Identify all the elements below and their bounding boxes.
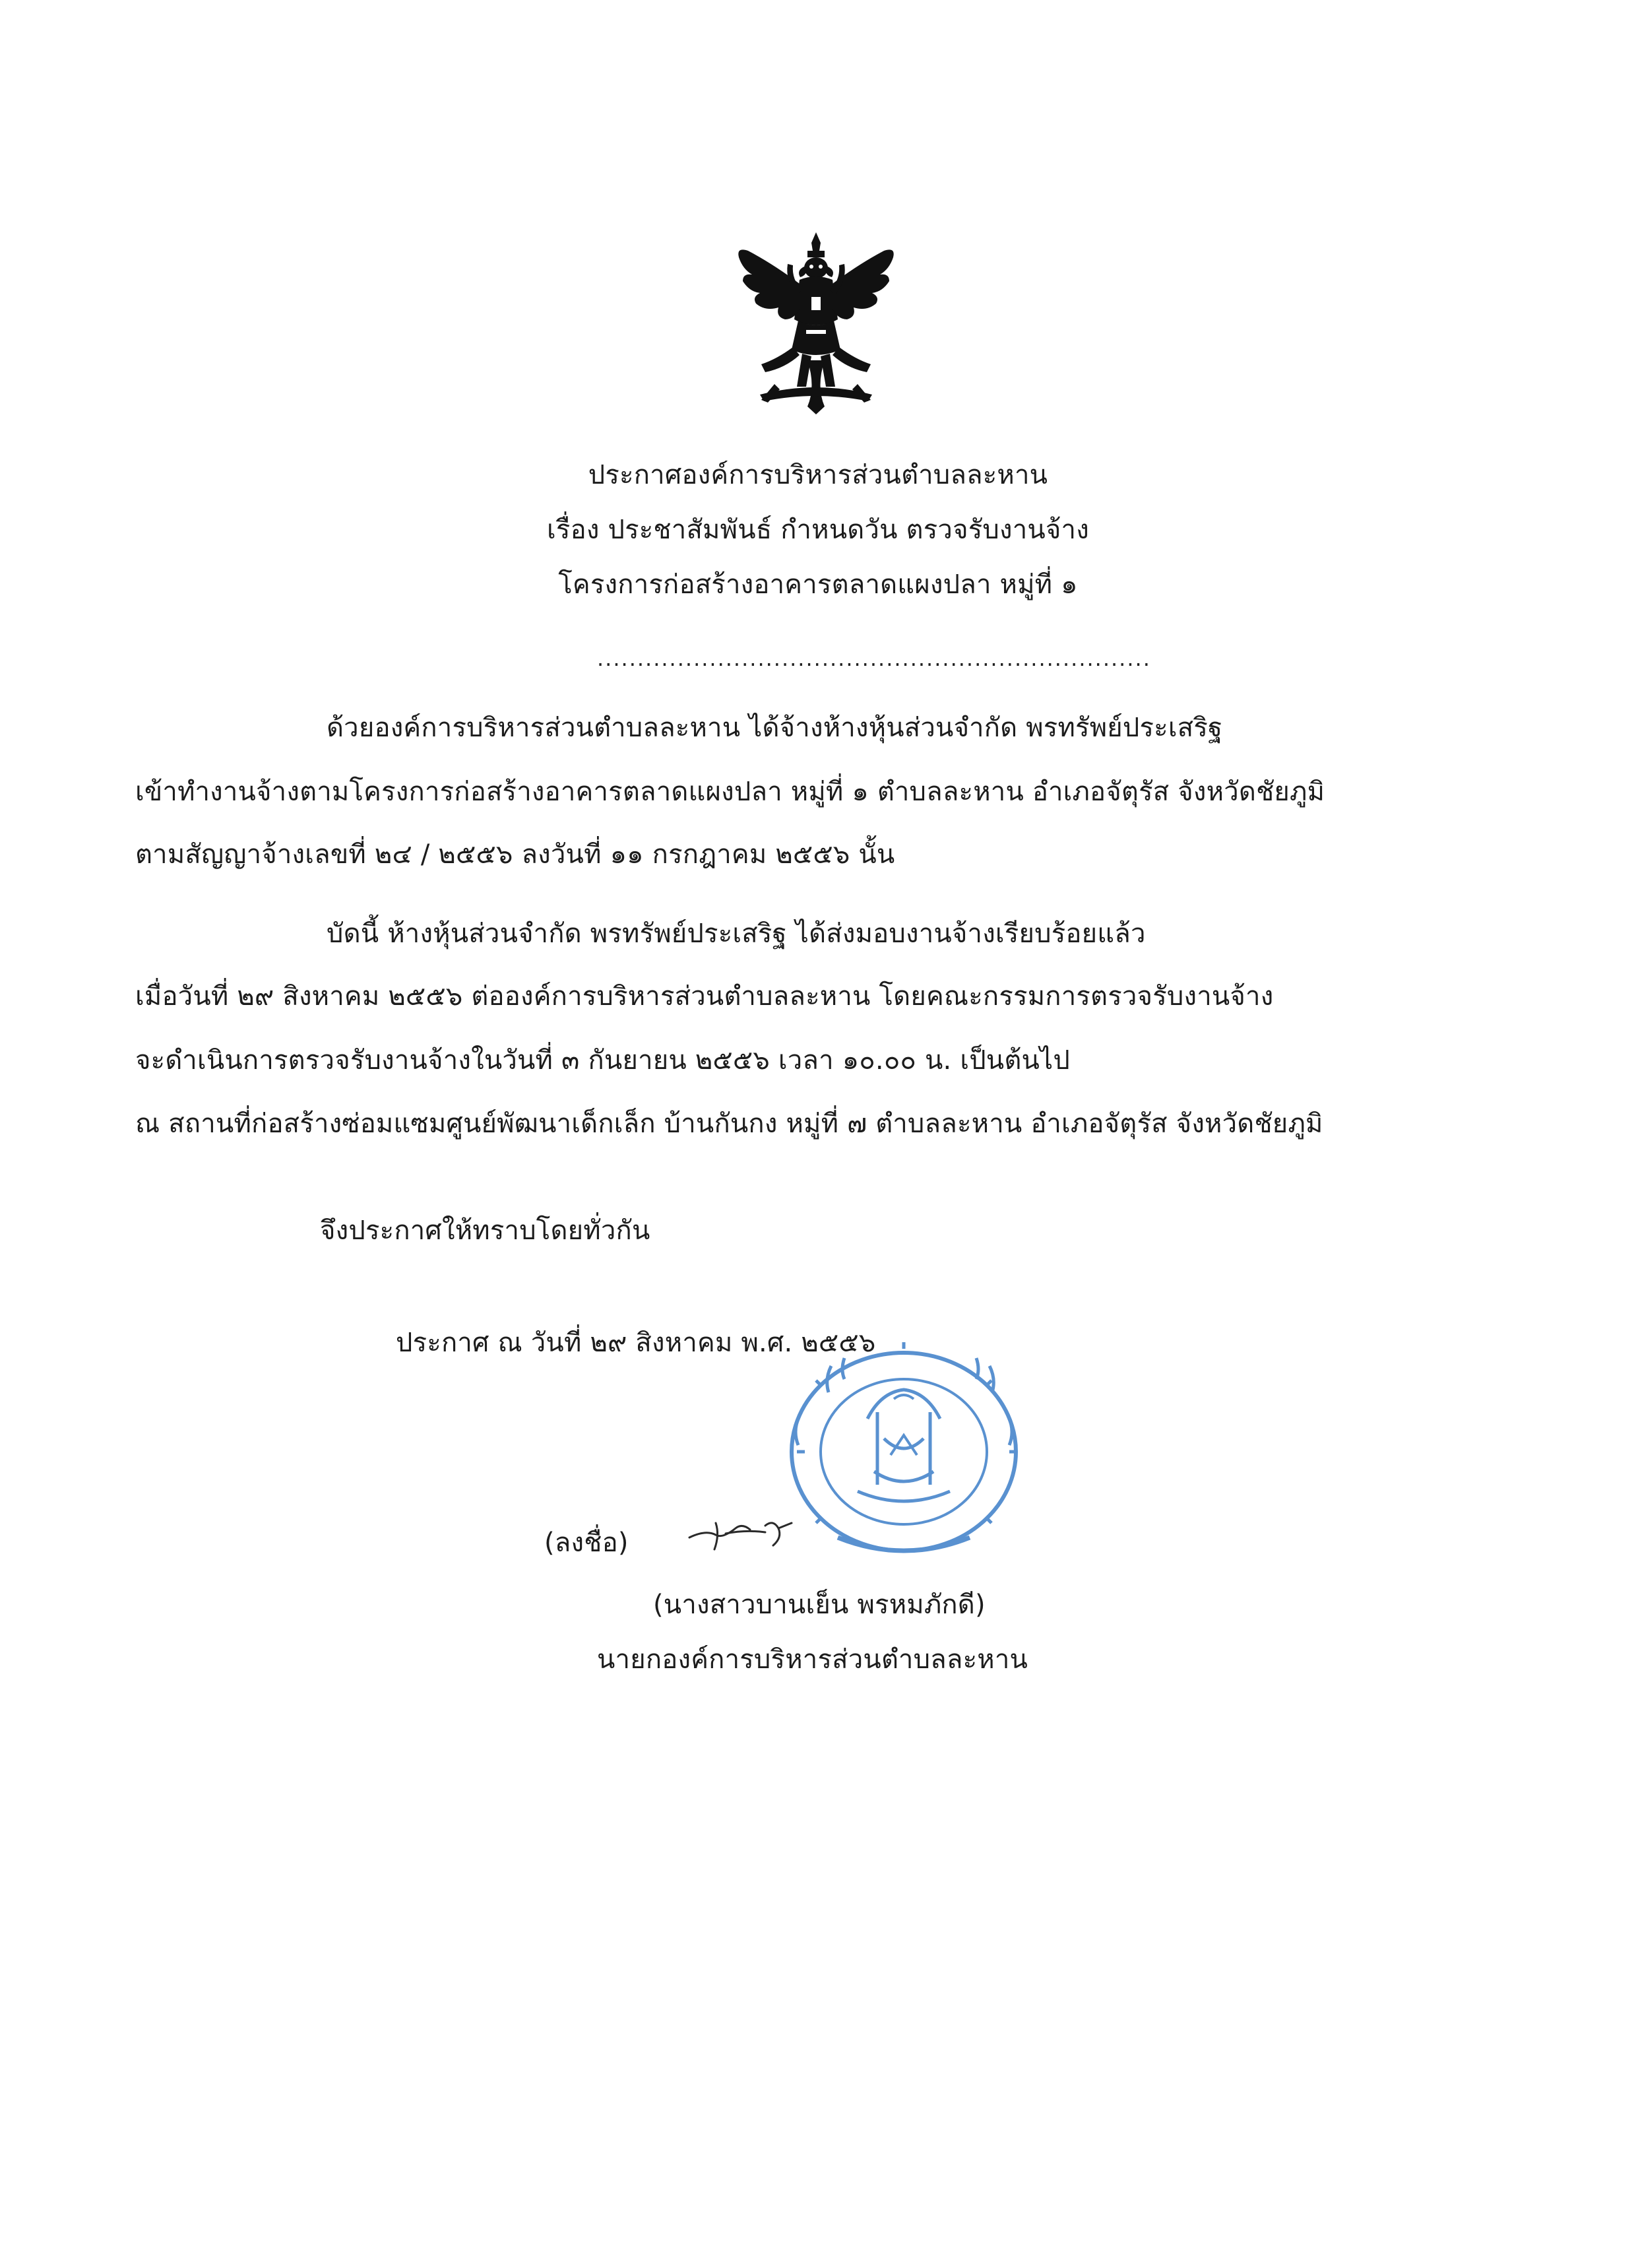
announcement-subject: เรื่อง ประชาสัมพันธ์ กำหนดวัน ตรวจรับงานจ้าง	[547, 515, 1089, 545]
para2-line3: จะดำเนินการตรวจรับงานจ้างในวันที่ ๓ กันยายน ๒๕๕๖ เวลา ๑๐.๐๐ น. เป็นต้นไป	[135, 1045, 1070, 1076]
para1-line3: ตามสัญญาจ้างเลขที่ ๒๔ / ๒๕๕๖ ลงวันที่ ๑๑ กรกฎาคม ๒๕๕๖ นั้น	[135, 839, 895, 870]
signatory-position: นายกองค์การบริหารส่วนตำบลละหาน	[597, 1644, 1028, 1675]
closing-statement: จึงประกาศให้ทราบโดยทั่วกัน	[320, 1215, 650, 1246]
para2-line1: บัดนี้ ห้างหุ้นส่วนจำกัด พรทรัพย์ประเสริฐ ได้ส่งมอบงานจ้างเรียบร้อยแล้ว	[327, 919, 1146, 949]
announcement-title: ประกาศองค์การบริหารส่วนตำบลละหาน	[588, 460, 1048, 490]
garuda-emblem	[734, 231, 898, 416]
para2-line2: เมื่อวันที่ ๒๙ สิงหาคม ๒๕๕๖ ต่อองค์การบริหารส่วนตำบลละหาน โดยคณะกรรมการตรวจรับงานจ้าง	[135, 981, 1274, 1012]
announcement-date: ประกาศ ณ วันที่ ๒๙ สิงหาคม พ.ศ. ๒๕๕๖	[396, 1328, 876, 1358]
header-separator: .....................................................................	[597, 646, 1151, 671]
para1-line2: เข้าทำงานจ้างตามโครงการก่อสร้างอาคารตลาดแผงปลา หมู่ที่ ๑ ตำบลละหาน อำเภอจัตุรัส จังหวัดชัยภูมิ	[135, 777, 1325, 807]
para2-line4: ณ สถานที่ก่อสร้างซ่อมแซมศูนย์พัฒนาเด็กเล็ก บ้านกันกง หมู่ที่ ๗ ตำบลละหาน อำเภอจัตุรัส จังหวัดชัยภูมิ	[135, 1109, 1323, 1139]
para1-line1: ด้วยองค์การบริหารส่วนตำบลละหาน ได้จ้างห้างหุ้นส่วนจำกัด พรทรัพย์ประเสริฐ	[327, 713, 1223, 743]
signatory-name: (นางสาวบานเย็น พรหมภักดี)	[653, 1590, 986, 1620]
project-name: โครงการก่อสร้างอาคารตลาดแผงปลา หมู่ที่ ๑	[558, 569, 1078, 600]
signature-label: (ลงชื่อ)	[544, 1528, 629, 1558]
handwritten-signature	[686, 1505, 858, 1557]
